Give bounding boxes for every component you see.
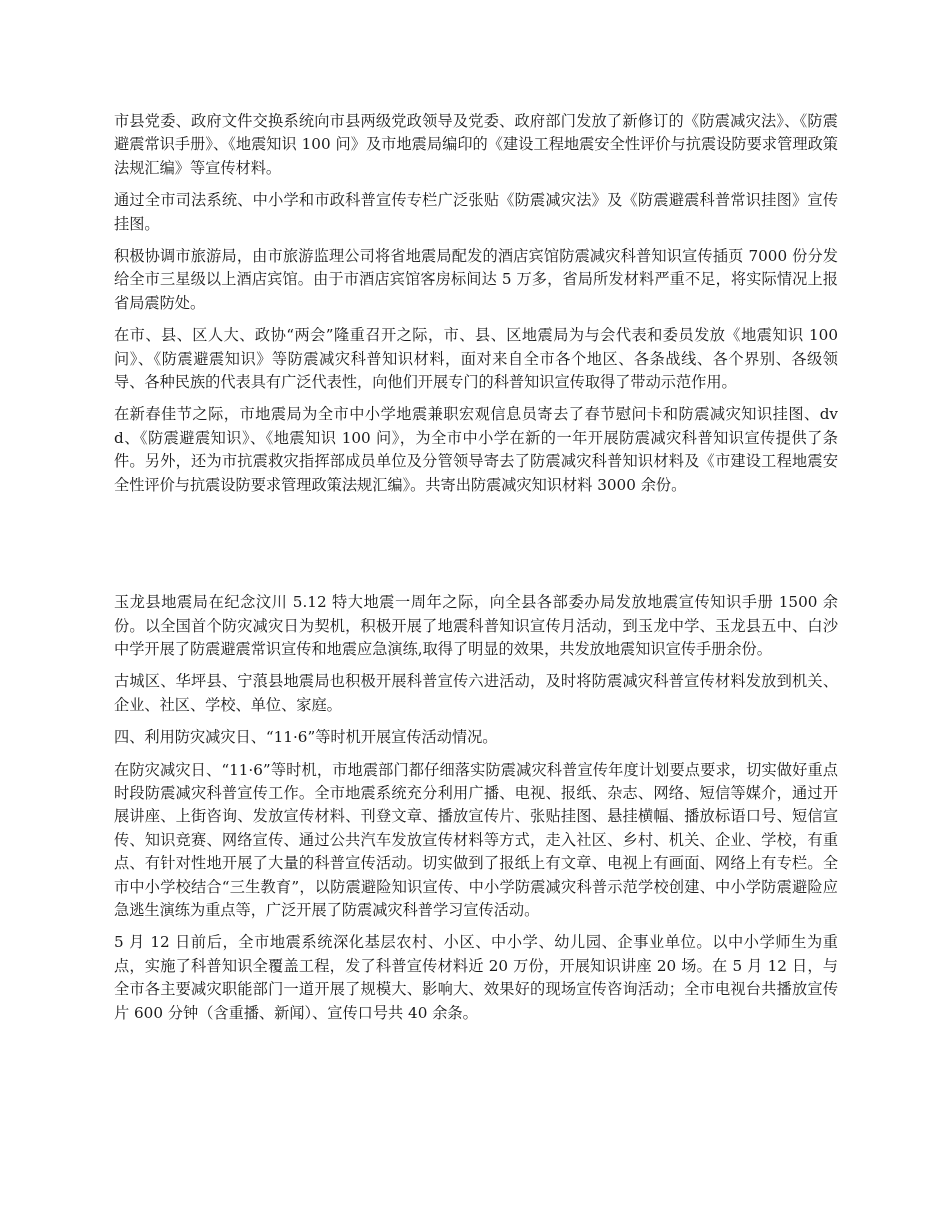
paragraph-may-12: 5 月 12 日前后，全市地震系统深化基层农村、小区、中小学、幼儿园、企事业单位。以中小学师生为重点，实施了科普知识全覆盖工程，发了科普宣传材料近 20 万份，开展知识讲座 20 场。在 5 月 12 日，与全市各主要减灾职能部门一道开展了规模大、影响大、效果好的现场宣传咨询活动；全市电视台共播放宣传片 600 分钟（含重播、新闻）、宣传口号共 40 余条。 (114, 933, 838, 1022)
document-page (114, 110, 838, 1034)
paragraph-two-sessions: 在市、县、区人大、政协“两会”隆重召开之际，市、县、区地震局为与会代表和委员发放《地震知识 100 问》、《防震避震知识》等防震减灾科普知识材料，面对来自全市各个地区、各条战线、各个界别、各级领导、各种民族的代表具有广泛代表性，向他们开展专门的科普知识宣传取得了带动示范作用。 (114, 326, 838, 392)
paragraph-yulong-county: 玉龙县地震局在纪念汶川 5.12 特大地震一周年之际，向全县各部委办局发放地震宣传知识手册 1500 余份。以全国首个防灾减灾日为契机，积极开展了地震科普知识宣传月活动，到玉龙中学、玉龙县五中、白沙中学开展了防震避震常识宣传和地震应急演练,取得了明显的效果，共发放地震知识宣传手册余份。 (114, 593, 838, 658)
paragraph-document-distribution: 市县党委、政府文件交换系统向市县两级党政领导及党委、政府部门发放了新修订的《防震减灾法》、《防震避震常识手册》、《地震知识 100 问》及市地震局编印的《建设工程地震安全性评价与抗震设防要求管理政策法规汇编》等宣传材料。 (114, 112, 838, 177)
section-heading-four: 四、利用防灾减灾日、“11·6”等时机开展宣传活动情况。 (114, 728, 498, 747)
paragraph-hotel-inserts: 积极协调市旅游局，由市旅游监理公司将省地震局配发的酒店宾馆防震减灾科普知识宣传插页 7000 份分发给全市三星级以上酒店宾馆。由于市酒店宾馆客房标间达 5 万多，省局所发材料严重不足，将实际情况上报省局震防处。 (114, 247, 838, 312)
paragraph-disaster-day-activities: 在防灾减灾日、“11·6”等时机，市地震部门都仔细落实防震减灾科普宣传年度计划要点要求，切实做好重点时段防震减灾科普宣传工作。全市地震系统充分利用广播、电视、报纸、杂志、网络、短信等媒介，通过开展讲座、上街咨询、发放宣传材料、刊登文章、播放宣传片、张贴挂图、悬挂横幅、播放标语口号、短信宣传、知识竞赛、网络宣传、通过公共汽车发放宣传材料等方式，走入社区、乡村、机关、企业、学校，有重点、有针对性地开展了大量的科普宣传活动。切实做到了报纸上有文章、电视上有画面、网络上有专栏。全市中小学校结合“三生教育”，以防震避险知识宣传、中小学防震减灾科普示范学校创建、中小学防震避险应急逃生演练为重点等，广泛开展了防震减灾科普学习宣传活动。 (114, 760, 838, 919)
paragraph-spring-festival: 在新春佳节之际，市地震局为全市中小学地震兼职宏观信息员寄去了春节慰问卡和防震减灾知识挂图、dvd、《防震避震知识》、《地震知识 100 问》，为全市中小学在新的一年开展防震减灾科普知识宣传提供了条件。另外，还为市抗震救灾指挥部成员单位及分管领导寄去了防震减灾科普知识材料及《市建设工程地震安全性评价与抗震设防要求管理政策法规汇编》。共寄出防震减灾知识材料 3000 余份。 (114, 405, 838, 494)
paragraph-poster-display: 通过全市司法系统、中小学和市政科普宣传专栏广泛张贴《防震减灾法》及《防震避震科普常识挂图》宣传挂图。 (114, 191, 838, 233)
paragraph-other-counties: 古城区、华坪县、宁蒗县地震局也积极开展科普宣传六进活动，及时将防震减灾科普宣传材料发放到机关、企业、社区、学校、单位、家庭。 (114, 672, 838, 714)
section-spacer (114, 506, 838, 591)
